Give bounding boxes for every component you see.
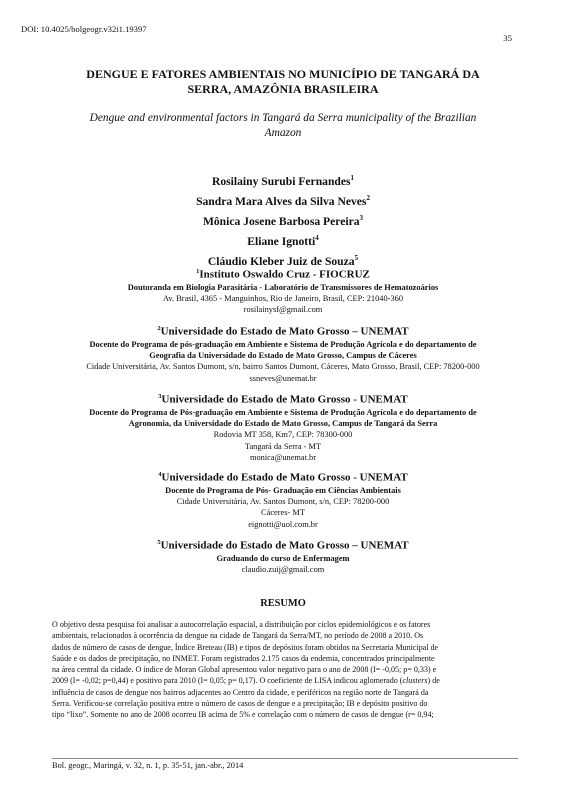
- abstract-heading: RESUMO: [260, 598, 306, 609]
- author: [40, 230, 526, 250]
- affiliation-name: [30, 536, 536, 553]
- affiliation-line: Docente do Programa de Pós-graduação em Ambiente e Sistema de Produção Agrícola e do departamento de: [89, 407, 477, 417]
- author-list: [40, 170, 526, 270]
- affiliation-address: Cidade Universitária, Av. Santos Dumont, s/n, bairro Santos Dumont, Cáceres, Mato Grosso, Brasil, CEP: 78200-000: [86, 362, 480, 372]
- institution: Universidade do Estado de Mato Grosso – UNEMAT: [160, 539, 409, 552]
- author-affil-mark: 2: [366, 194, 370, 203]
- author-name: Rosilainy Surubi Fernandes: [211, 174, 351, 188]
- affiliation-mark: 1: [196, 268, 200, 275]
- doi: DOI: 10.4025/bolgeogr.v32i1.19397: [21, 24, 147, 34]
- affiliation-line: Docente do Programa de Pós- Graduação em Ciências Ambientais: [165, 485, 401, 495]
- abstract-body: [52, 619, 514, 720]
- title-line: SERRA, AMAZÔNIA BRASILEIRA: [187, 82, 379, 96]
- affiliation: [30, 265, 536, 316]
- affiliation-mark: 2: [157, 325, 161, 332]
- author-affil-mark: 3: [359, 214, 364, 223]
- subtitle-line: Amazon: [264, 127, 302, 139]
- italic-term: clusters: [402, 676, 428, 686]
- journal-footer: Bol. geogr., Maringá, v. 32, n. 1, p. 35-51, jan.-abr., 2014: [52, 761, 244, 770]
- author-name: Cláudio Kleber Juiz de Souza: [207, 255, 355, 269]
- affiliation-mark: 5: [157, 539, 161, 546]
- affiliation-line: Geografia da Universidade do Estado de Mato Grosso, Campus de Cáceres: [149, 350, 417, 360]
- affiliation-address: Cidade Universitária, Av. Santos Dumont, s/n, CEP: 78200-000: [176, 496, 390, 506]
- article-title: [40, 67, 526, 97]
- affiliation-email: rosilainysf@gmail.com: [243, 305, 323, 315]
- abstract-line: ambientais, relacionados à ocorrência da dengue na cidade de Tangará da Serra/MT, no período de 2008 a 2010. Os: [52, 631, 424, 641]
- affiliation-line: Agronomia, da Universidade do Estado de Mato Grosso, Campus de Tangará da Serra: [128, 418, 438, 428]
- affiliation: [30, 468, 536, 530]
- author-name: Eliane Ignotti: [247, 235, 316, 249]
- affiliation: [30, 536, 536, 575]
- abstract-line: na área central da cidade. O índice de Moran Global apresentou valor negativo para o ano de 2008 (I= -0,05; p= 0,33) e: [52, 665, 437, 674]
- author: [40, 190, 526, 210]
- affiliation-name: [30, 468, 536, 485]
- author-affil-mark: 5: [354, 254, 359, 263]
- affiliation-name: [30, 265, 536, 282]
- article-subtitle: [70, 111, 496, 141]
- affiliation-address: Cáceres- MT: [261, 508, 305, 518]
- page-number: 35: [503, 33, 512, 43]
- affiliation-line: Graduando do curso de Enfermagem: [216, 553, 350, 563]
- author-name: Mônica Josene Barbosa Pereira: [202, 214, 360, 228]
- author: [40, 210, 526, 230]
- abstract-line: O objetivo desta pesquisa foi analisar a autocorrelação espacial, a distribuição por ciclos epidemiológicos e os fatores: [52, 620, 431, 629]
- institution: Universidade do Estado de Mato Grosso - UNEMAT: [161, 471, 408, 484]
- author-name: Sandra Mara Alves da Silva Neves: [196, 194, 367, 208]
- affiliation-address: Tangará da Serra - MT: [244, 441, 322, 451]
- abstract-line: 2009 (I= -0,02; p=0,44) e positivo para 2010 (I= 0,05; p= 0,17). O coeficiente de LISA indicou aglomerado (clusters) de: [52, 676, 440, 686]
- abstract-line: dados de número de casos de dengue, Índice Breteau (IB) e tipos de depósitos foram obtidos na Secretaria Municipal de: [52, 642, 439, 652]
- author: [40, 170, 526, 190]
- affiliation-email: ssneves@unemat.br: [249, 373, 317, 383]
- affiliation-email: claudio.zuij@gmail.com: [241, 564, 325, 574]
- institution: Universidade do Estado de Mato Grosso - UNEMAT: [161, 393, 408, 406]
- abstract-line: Serra. Verificou-se correlação positiva entre o número de casos de dengue e a precipitação; IB e depósito positivo do: [52, 698, 428, 708]
- affiliation-name: [30, 322, 536, 339]
- affiliation: [30, 390, 536, 463]
- title-line: DENGUE E FATORES AMBIENTAIS NO MUNICÍPIO DE TANGARÁ DA: [86, 67, 480, 81]
- affiliation-email: eignotti@uol.com.br: [248, 519, 318, 529]
- affiliation-line: Doutoranda em Biologia Parasitária - Laboratório de Transmissores de Hematozoários: [127, 282, 439, 292]
- subtitle-line: Dengue and environmental factors in Tangará da Serra municipality of the Brazilian: [89, 112, 477, 124]
- author-affil-mark: 1: [350, 174, 354, 182]
- institution: Universidade do Estado de Mato Grosso – UNEMAT: [160, 325, 409, 338]
- affiliation-mark: 3: [158, 393, 162, 400]
- affiliation-name: [30, 390, 536, 407]
- author-affil-mark: 4: [315, 234, 319, 243]
- affiliation-address: Rodovia MT 358, Km7, CEP: 78300-000: [213, 430, 353, 440]
- institution: Instituto Oswaldo Cruz - FIOCRUZ: [199, 268, 370, 281]
- abstract-line: tipo “lixo”. Somente no ano de 2008 ocorreu IB acima de 5% e correlação com o número de casos de dengue (r= 0,94;: [52, 710, 434, 719]
- affiliation: [30, 322, 536, 384]
- affiliation-address: Av. Brasil, 4365 - Manguinhos, Rio de Janeiro, Brasil, CEP: 21040-360: [162, 293, 404, 303]
- affiliation-mark: 4: [158, 471, 162, 478]
- affiliation-email: monica@unemat.br: [249, 452, 317, 462]
- abstract-line: Saúde e os dados de precipitação, no INMET. Foram registrados 2.175 casos da endemia, concentrados principalmente: [52, 653, 435, 663]
- abstract-line: influência de casos de dengue nos bairros adjacentes ao Centro da cidade, e periféricos na região norte de Tangará da: [52, 687, 429, 697]
- affiliation-line: Docente do Programa de pós-graduação em Ambiente e Sistema de Produção Agrícola e do departamento de: [89, 339, 477, 349]
- footer-divider: [52, 758, 518, 759]
